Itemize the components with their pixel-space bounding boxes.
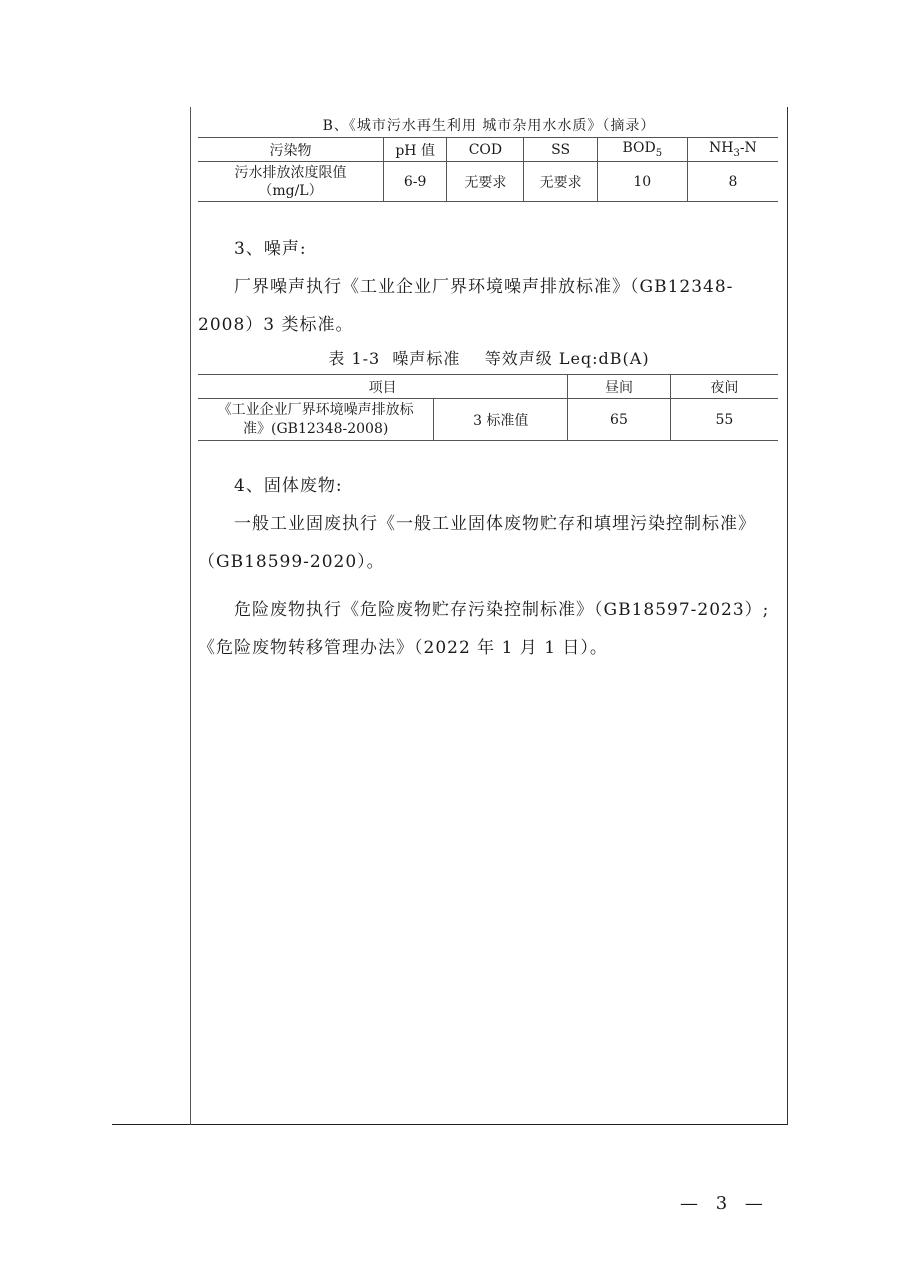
- solid-para1-line1: 一般工业固废执行《一般工业固体废物贮存和填埋污染控制标准》: [234, 514, 756, 534]
- header-cod: COD: [447, 138, 524, 162]
- noise-heading: 3、噪声:: [234, 239, 307, 259]
- value-ss: 无要求: [524, 162, 597, 202]
- noise-standard-table: [198, 374, 778, 441]
- value-ph: 6-9: [383, 162, 446, 202]
- noise-para-line1: 厂界噪声执行《工业企业厂界环境噪声排放标准》（GB12348-: [234, 277, 734, 297]
- nh-subscript: 3: [733, 147, 740, 159]
- header-day: 昼间: [568, 375, 671, 399]
- table-row: [198, 162, 778, 202]
- column-divider: [190, 107, 191, 1125]
- row-label-line2: （mg/L）: [258, 182, 323, 199]
- water-quality-table: [198, 137, 778, 202]
- solid-waste-paragraph-2: [198, 591, 780, 667]
- header-ss: SS: [524, 138, 597, 162]
- bod-subscript: 5: [655, 147, 663, 159]
- header-item: 项目: [198, 375, 568, 399]
- n-text: -N: [739, 140, 757, 157]
- value-bod: 10: [597, 162, 687, 202]
- header-nh3n: [687, 138, 778, 162]
- header-night: 夜间: [670, 375, 778, 399]
- table-row: [198, 399, 778, 441]
- nh-text: NH: [708, 140, 734, 157]
- table-header-row: [198, 375, 778, 399]
- header-bod: [597, 138, 687, 162]
- solid-para2-line1: 危险废物执行《危险废物贮存污染控制标准》（GB18597-2023）;: [234, 600, 770, 620]
- standard-class: 3 标准值: [434, 399, 568, 441]
- value-night: 55: [670, 399, 778, 441]
- solid-para1-line2: （GB18599-2020）。: [198, 552, 385, 572]
- bod-text: BOD: [622, 140, 656, 157]
- standard-name-line1: 《工业企业厂界环境噪声排放标: [217, 401, 414, 418]
- value-nh3n: 8: [687, 162, 778, 202]
- content-area: [198, 107, 780, 667]
- noise-para-line2: 2008）3 类标准。: [198, 315, 354, 335]
- row-label: [198, 162, 383, 202]
- header-ph: pH 值: [383, 138, 446, 162]
- solid-waste-paragraph-1: [198, 505, 780, 581]
- value-cod: 无要求: [447, 162, 524, 202]
- table-header-row: [198, 138, 778, 162]
- table-b-caption: B、《城市污水再生利用 城市杂用水水质》（摘录）: [322, 118, 656, 134]
- value-day: 65: [568, 399, 671, 441]
- solid-para2-line2: 《危险废物转移管理办法》（2022 年 1 月 1 日）。: [198, 638, 608, 658]
- page-number: — 3 —: [680, 1193, 769, 1214]
- header-pollutant: 污染物: [198, 138, 383, 162]
- solid-waste-heading: 4、固体废物:: [234, 476, 343, 496]
- standard-name-line2: 准》(GB12348-2008): [243, 420, 389, 437]
- row-label-line1: 污水排放浓度限值: [234, 164, 347, 181]
- standard-name-cell: [198, 399, 434, 441]
- noise-table-caption: 表 1-3 噪声标准 等效声级 Leq:dB(A): [328, 349, 650, 368]
- noise-paragraph: [198, 268, 780, 344]
